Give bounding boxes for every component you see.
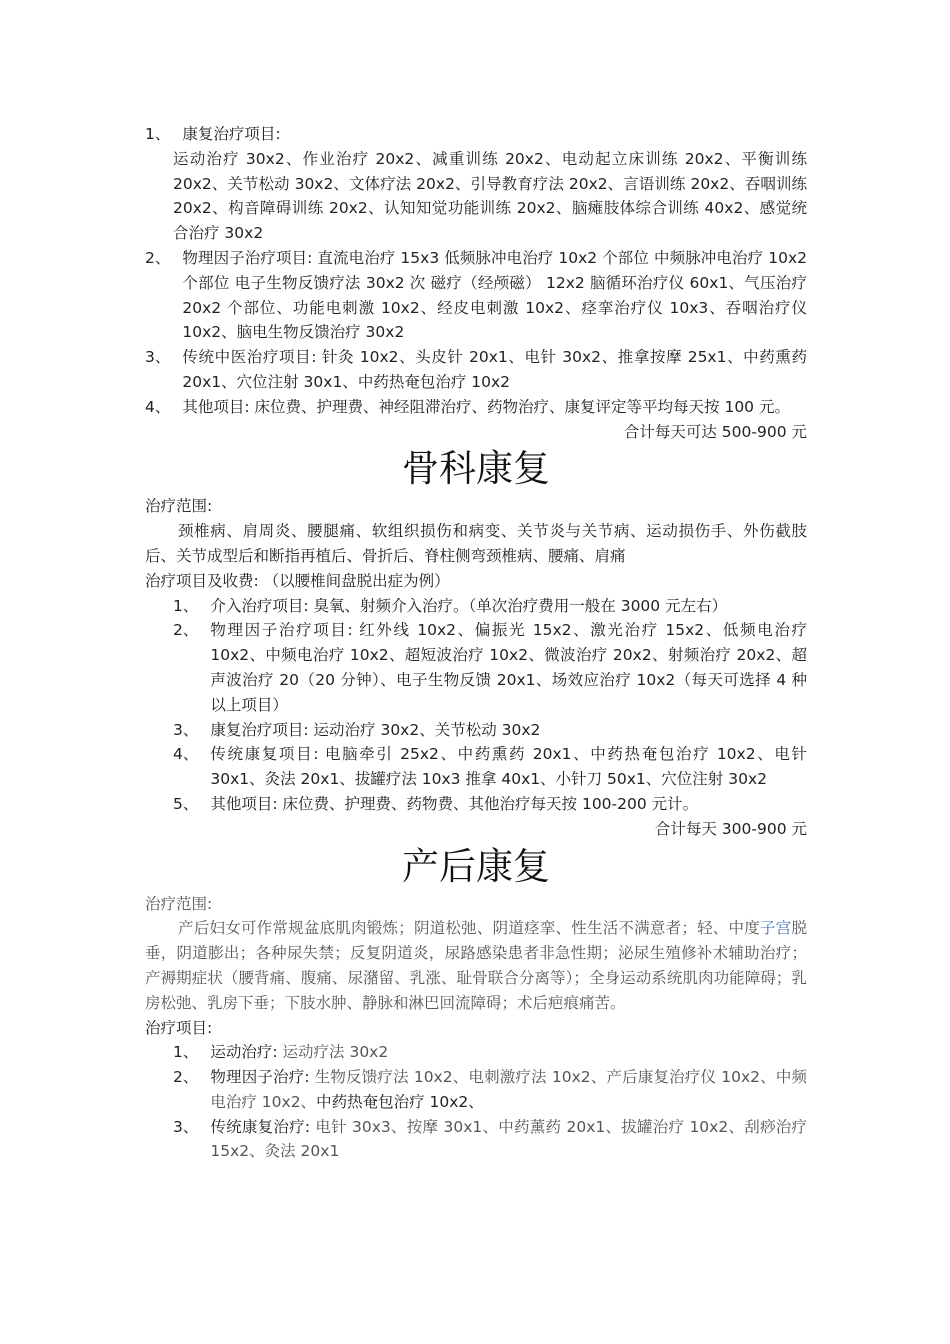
- s2-items-label: 治疗项目及收费: （以腰椎间盘脱出症为例）: [145, 571, 450, 590]
- list-text: 传统康复项目: 电脑牵引 25x2、中药熏药 20x1、中药热奄包治疗 10x2、电针 30x1、灸法 20x1、拔罐疗法 10x3 推拿 40x1、小针刀 50x1、穴位注射 30x2: [210, 745, 807, 789]
- section-title-orthopedic: 骨科康复: [402, 447, 550, 491]
- list-text: 其他项目: 床位费、护理费、药物费、其他治疗每天按 100-200 元计。: [210, 794, 699, 813]
- list-text: 其他项目: 床位费、护理费、神经阻滞治疗、药物治疗、康复评定等平均每天按 100 元。: [182, 397, 790, 416]
- s2-scope-label: 治疗范围:: [145, 497, 213, 516]
- list-text: [198, 1115, 807, 1165]
- s2-total: 合计每天 300-900 元: [654, 819, 807, 838]
- item-label: 物理因子治疗:: [210, 1068, 310, 1087]
- s1-total: 合计每天可达 500-900 元: [623, 422, 807, 441]
- s3-scope-label: 治疗范围:: [145, 894, 213, 913]
- item-value: 运动疗法 30x2: [277, 1043, 389, 1062]
- list-text: 物理因子治疗项目: 直流电治疗 15x3 低频脉冲电治疗 10x2 个部位 中频脉冲电治疗 10x2 个部位 电子生物反馈疗法 30x2 次 磁疗（经颅磁） 12x2 脑循环治疗仪 60x1、气压治疗 20x2 个部位、功能电刺激 10x2、经皮电刺激 10x2、痉挛治疗仪 10x3、吞咽治疗仪 10x2、脑电生物反馈治疗 30x2: [182, 248, 807, 342]
- s2-item-4: [173, 742, 807, 792]
- s1-item-2: [145, 246, 807, 345]
- list-number: 5、: [173, 794, 199, 813]
- list-number: 4、: [145, 397, 171, 416]
- list-number: 1、: [173, 1043, 199, 1062]
- item-label: 传统康复治疗:: [210, 1117, 311, 1136]
- item-value: 生物反馈疗法 10x2、电刺激疗法 10x2、产后康复治疗仪 10x2、中频电治疗 10x2、: [210, 1068, 808, 1111]
- s2-scope-text: 颈椎病、肩周炎、腰腿痛、软组织损伤和病变、关节炎与关节病、运动损伤手、外伤截肢后、关节成型后和断指再植后、骨折后、脊柱侧弯颈椎病、腰痛、肩痛: [145, 522, 807, 565]
- list-text: [198, 1065, 807, 1115]
- list-number: 2、: [173, 621, 199, 640]
- s1-item-1: [145, 122, 807, 147]
- s3-item-2: [173, 1065, 807, 1115]
- s3-items-list: [145, 1040, 807, 1164]
- list-number: 3、: [173, 1117, 199, 1136]
- list-number: 3、: [145, 348, 171, 367]
- s2-items-list: [145, 594, 807, 817]
- s3-item-1: [173, 1040, 807, 1065]
- list-number: 2、: [145, 248, 171, 267]
- document-page: [145, 122, 807, 1164]
- uterus-link[interactable]: 子宫: [760, 919, 792, 938]
- list-number: 3、: [173, 720, 199, 739]
- s2-item-3: [173, 718, 807, 743]
- s1-item-detail: 运动治疗 30x2、作业治疗 20x2、减重训练 20x2、电动起立床训练 20x2、平衡训练20x2、关节松动 30x2、文体疗法 20x2、引导教育疗法 20x2、言语训练 20x2、吞咽训练 20x2、构音障碍训练 20x2、认知知觉功能训练 20x2、脑瘫肢体综合训练 40x2、感觉统合治疗 30x2: [173, 149, 807, 243]
- scope-text-pre: 产后妇女可作常规盆底肌肉锻炼；阴道松弛、阴道痉挛、性生活不满意者；轻、中度: [178, 919, 760, 938]
- s3-items-label: 治疗项目:: [145, 1018, 213, 1037]
- list-text: [198, 1040, 807, 1065]
- s2-item-5: [173, 792, 807, 817]
- list-text: 康复治疗项目: 运动治疗 30x2、关节松动 30x2: [210, 720, 541, 739]
- s1-item-3: [145, 345, 807, 395]
- list-text: 康复治疗项目:: [182, 125, 281, 143]
- s3-item-3: [173, 1115, 807, 1165]
- s2-item-2: [173, 618, 807, 717]
- section-title-postpartum: 产后康复: [402, 844, 550, 888]
- item-label: 运动治疗:: [210, 1043, 278, 1062]
- list-number: 1、: [145, 125, 171, 143]
- item-value-dark: 中药热奄包治疗 10x2、: [316, 1092, 484, 1111]
- s2-item-1: [173, 594, 807, 619]
- s1-item-4: [145, 395, 807, 420]
- list-number: 4、: [173, 745, 199, 764]
- list-number: 1、: [173, 596, 199, 615]
- list-number: 2、: [173, 1068, 199, 1087]
- list-text: 介入治疗项目: 臭氧、射频介入治疗。（单次治疗费用一般在 3000 元左右）: [210, 596, 728, 615]
- scope-text-post: 脱垂，阴道膨出；各种尿失禁；反复阴道炎，尿路感染患者非急性期；泌尿生殖修补术辅助治疗；产褥期症状（腰背痛、腹痛、尿潴留、乳涨、耻骨联合分离等）；全身运动系统肌肉功能障碍；乳房松弛、乳房下垂；下肢水肿、静脉和淋巴回流障碍；术后疤痕痛苦。: [145, 919, 807, 1012]
- item-value: 电针 30x3、按摩 30x1、中药薰药 20x1、拔罐治疗 10x2、刮痧治疗 15x2、灸法 20x1: [210, 1117, 807, 1161]
- list-text: 传统中医治疗项目: 针灸 10x2、头皮针 20x1、电针 30x2、推拿按摩 25x1、中药熏药 20x1、穴位注射 30x1、中药热奄包治疗 10x2: [182, 348, 807, 391]
- s3-scope-text: [145, 916, 807, 1015]
- list-text: 物理因子治疗项目: 红外线 10x2、偏振光 15x2、激光治疗 15x2、低频电治疗 10x2、中频电治疗 10x2、超短波治疗 10x2、微波治疗 20x2、射频治疗 20x2、超声波治疗 20（20 分钟）、电子生物反馈 20x1、场效应治疗 10x2（每天可选择 4 种以上项目）: [210, 621, 807, 714]
